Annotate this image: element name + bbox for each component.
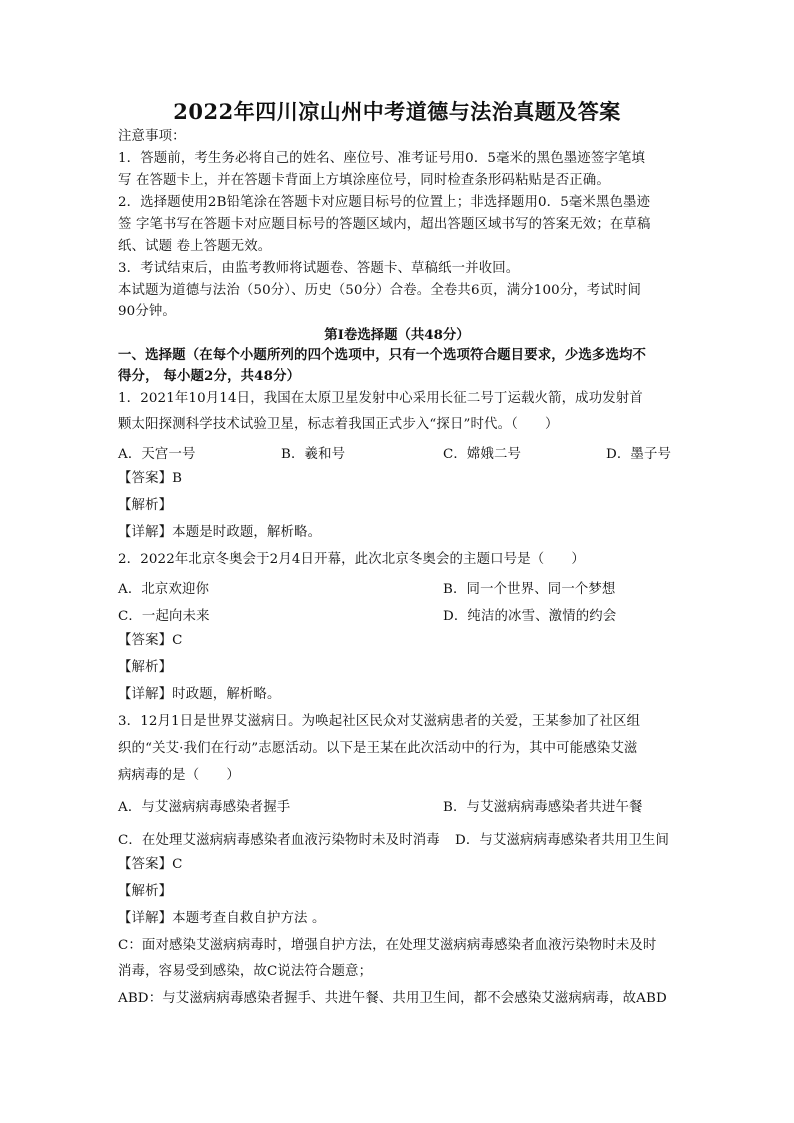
q2-detail: 【详解】时政题，解析略。 xyxy=(118,687,281,702)
q1-answer: 【答案】B xyxy=(118,471,183,486)
q3-answer: 【答案】C xyxy=(118,857,183,872)
notice-line: 纸、试题 卷上答题无效。 xyxy=(118,239,272,254)
q1-option-b: B．羲和号 xyxy=(281,447,346,462)
q3-option-b: B．与艾滋病病毒感染者共进午餐 xyxy=(443,800,643,815)
part-heading: 一、选择题（在每个小题所列的四个选项中，只有一个选项符合题目要求，少选多选均不 xyxy=(118,347,647,363)
q2-option-d: D．纯洁的冰雪、激情的约会 xyxy=(443,609,617,624)
q1-option-c: C．嫦娥二号 xyxy=(443,447,522,462)
page-title: 2022年四川凉山州中考道德与法治真题及答案 xyxy=(173,99,621,124)
notice-line: 3．考试结束后，由监考教师将试题卷、答题卡、草稿纸一并收回。 xyxy=(118,261,520,276)
question-1-stem: 1．2021年10月14日，我国在太原卫星发射中心采用长征二号丁运载火箭，成功发射首 xyxy=(118,391,643,406)
q2-option-a: A．北京欢迎你 xyxy=(118,582,210,597)
q3-explain: 消毒，容易受到感染，故C说法符合题意； xyxy=(118,964,373,979)
section-title: 第I卷选择题（共48分） xyxy=(324,327,470,343)
part-heading: 得分， 每小题2分，共48分） xyxy=(118,368,301,384)
question-1-stem: 颗太阳探测科学技术试验卫星，标志着我国正式步入“探日”时代。（ ） xyxy=(118,417,559,432)
question-3-stem: 织的“关艾·我们在行动”志愿活动。以下是王某在此次活动中的行为，其中可能感染艾滋 xyxy=(118,741,638,756)
notice-line: 90分钟。 xyxy=(118,304,176,319)
q3-option-c: C．在处理艾滋病病毒感染者血液污染物时未及时消毒 xyxy=(118,833,440,848)
question-3-stem: 3．12月1日是世界艾滋病日。为唤起社区民众对艾滋病患者的关爱，王某参加了社区组 xyxy=(118,714,641,729)
q2-answer: 【答案】C xyxy=(118,633,183,648)
q1-analysis: 【解析】 xyxy=(118,498,173,513)
q1-detail: 【详解】本题是时政题，解析略。 xyxy=(118,525,322,540)
notice-line: 签 字笔书写在答题卡对应题目标号的答题区域内，超出答题区域书写的答案无效；在草稿 xyxy=(118,217,651,232)
q3-analysis: 【解析】 xyxy=(118,884,173,899)
q3-explain: C：面对感染艾滋病病毒时，增强自护方法，在处理艾滋病病毒感染者血液污染物时未及时 xyxy=(118,938,657,953)
q1-option-a: A．天宫一号 xyxy=(118,447,196,462)
notice-line: 2．选择题使用2B铅笔涂在答题卡对应题目标号的位置上；非选择题用0．5毫米黑色墨迹 xyxy=(118,195,651,210)
q3-explain: ABD：与艾滋病病毒感染者握手、共进午餐、共用卫生间，都不会感染艾滋病病毒，故ABD xyxy=(118,991,667,1006)
q3-option-a: A．与艾滋病病毒感染者握手 xyxy=(118,800,291,815)
q2-option-b: B．同一个世界、同一个梦想 xyxy=(443,582,616,597)
q2-analysis: 【解析】 xyxy=(118,660,173,675)
notice-line: 本试题为道德与法治（50分）、历史（50分）合卷。全卷共6页，满分100分，考试时间 xyxy=(118,283,642,298)
question-3-stem: 病病毒的是（ ） xyxy=(118,768,240,783)
notice-line: 写 在答题卡上，并在答题卡背面上方填涂座位号，同时检查条形码粘贴是否正确。 xyxy=(118,173,610,188)
q3-detail: 【详解】本题考查自救自护方法 。 xyxy=(118,911,326,926)
q3-option-d: D．与艾滋病病毒感染者共用卫生间 xyxy=(455,833,669,848)
q2-option-c: C．一起向未来 xyxy=(118,609,210,624)
question-2-stem: 2．2022年北京冬奥会于2月4日开幕，此次北京冬奥会的主题口号是（ ） xyxy=(118,552,585,567)
q1-option-d: D．墨子号 xyxy=(606,447,672,462)
notice-heading: 注意事项： xyxy=(118,129,186,144)
notice-line: 1．答题前，考生务必将自己的姓名、座位号、准考证号用0．5毫米的黑色墨迹签字笔填 xyxy=(118,151,646,166)
